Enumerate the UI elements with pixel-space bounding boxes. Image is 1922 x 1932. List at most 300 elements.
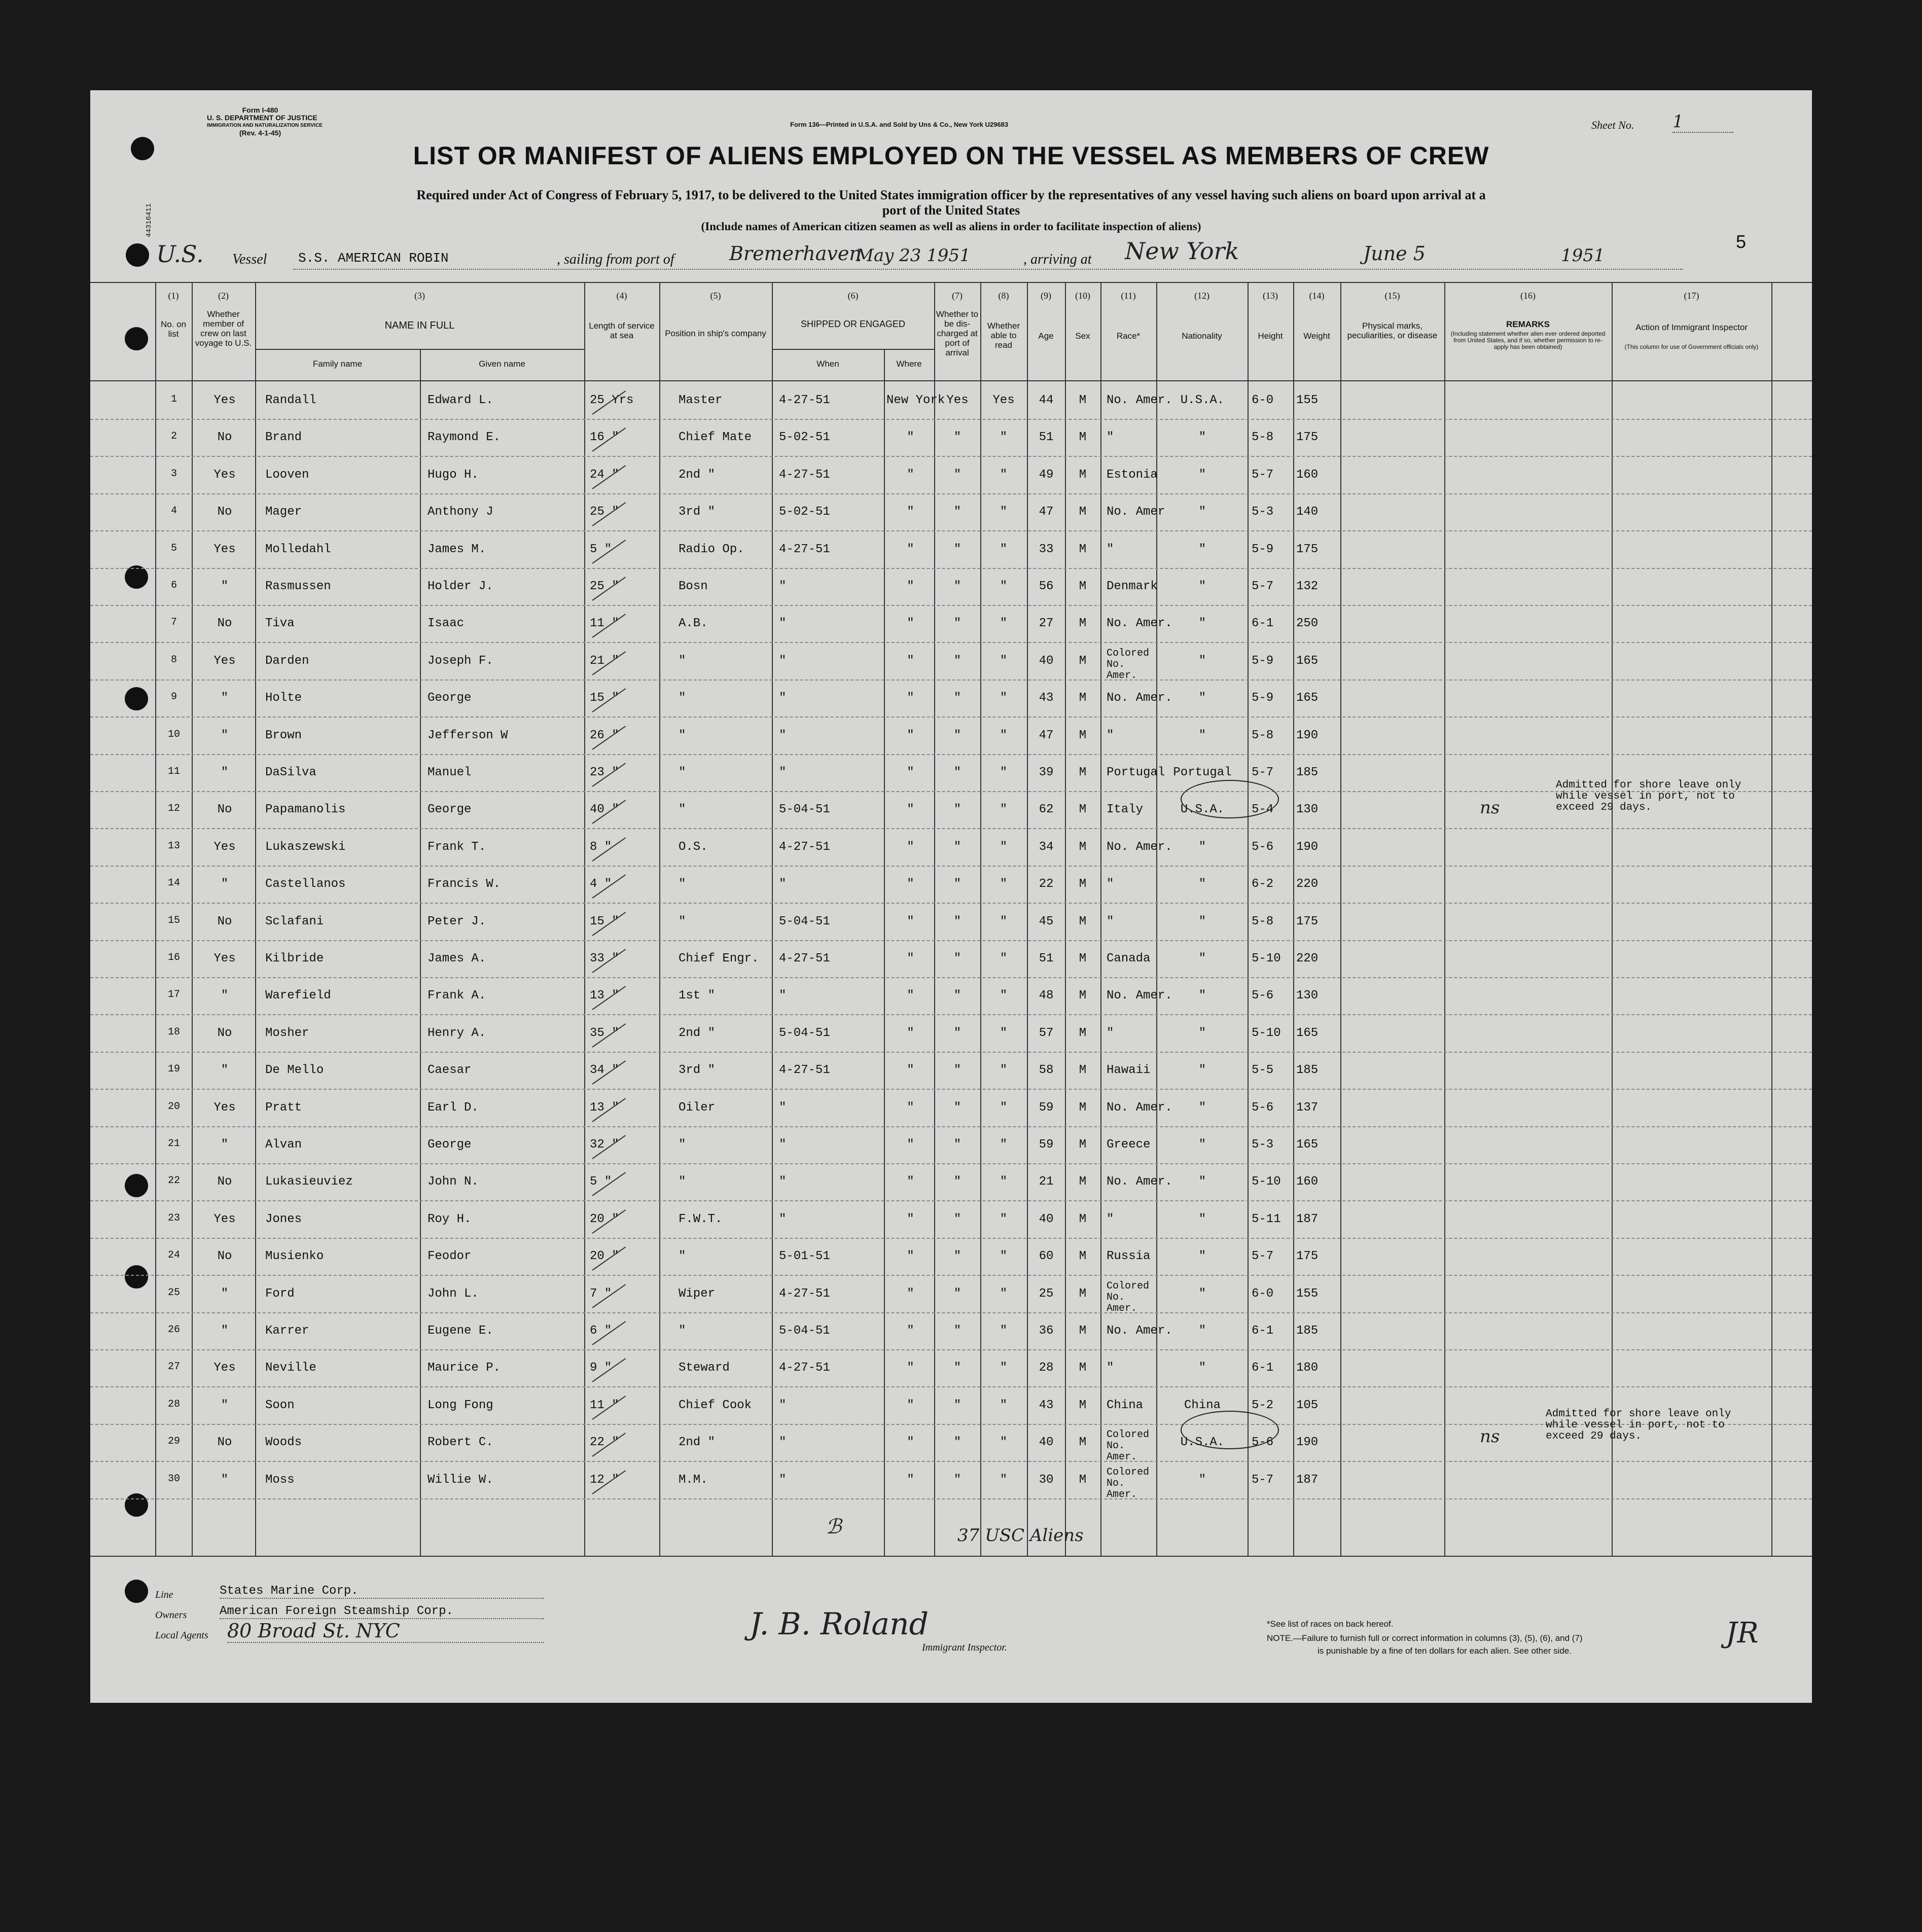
cell-when: 4-27-51 xyxy=(779,1361,830,1375)
cell-position: " xyxy=(679,1324,686,1338)
cell-when: " xyxy=(779,1473,787,1487)
punch-hole xyxy=(125,1580,148,1603)
cell-no: 24 xyxy=(167,1249,180,1262)
cell-age: 47 xyxy=(1039,728,1054,742)
cell-height: 5-10 xyxy=(1252,952,1281,965)
cell-nat: " xyxy=(1198,1286,1206,1301)
header-no-on-list: No. on list xyxy=(160,319,187,339)
col-num: (7) xyxy=(952,291,963,301)
sheet-number: 1 xyxy=(1672,112,1733,133)
cell-height: 6-1 xyxy=(1252,1324,1274,1338)
cell-when: " xyxy=(779,1436,787,1450)
cell-height: 5-8 xyxy=(1252,914,1274,928)
cell-disch: " xyxy=(953,468,962,482)
cell-where: " xyxy=(907,505,914,519)
cell-when: 4-27-51 xyxy=(779,1063,830,1078)
corner-mark: JR xyxy=(1726,1617,1759,1650)
cell-service: 25 " xyxy=(590,505,619,519)
cell-read: " xyxy=(1000,728,1008,742)
cell-weight: 155 xyxy=(1296,1286,1319,1301)
cell-nat: " xyxy=(1198,1026,1206,1040)
cell-family: Neville xyxy=(265,1361,316,1375)
departure-port: Bremerhaven xyxy=(729,242,862,265)
cell-position: Chief Cook xyxy=(679,1398,752,1412)
cell-read: " xyxy=(1000,1175,1008,1189)
row-divider xyxy=(90,940,1812,941)
cell-no: 12 xyxy=(167,803,180,815)
cell-height: 5-2 xyxy=(1252,1398,1274,1412)
cell-last: " xyxy=(221,728,229,742)
cell-weight: 140 xyxy=(1296,505,1319,519)
cell-service: 12 " xyxy=(590,1473,619,1487)
cell-age: 44 xyxy=(1039,393,1054,407)
subtitle-act: Required under Act of Congress of February 5, 1917, to be delivered to the United States immigration officer by the representatives of any vessel having such aliens on board upon arrival at a xyxy=(416,188,1486,202)
vessel-name: S.S. AMERICAN ROBIN xyxy=(298,251,449,266)
cell-height: 5-10 xyxy=(1252,1175,1281,1189)
cell-no: 9 xyxy=(170,691,177,703)
cell-family: Brand xyxy=(265,431,302,445)
col-num: (14) xyxy=(1309,291,1325,301)
cell-race: " xyxy=(1107,542,1114,556)
cell-given: Hugo H. xyxy=(428,468,479,482)
cell-weight: 165 xyxy=(1296,1026,1319,1040)
cell-last: No xyxy=(217,431,232,445)
cell-disch: " xyxy=(953,1026,962,1040)
cell-no: 22 xyxy=(167,1175,180,1187)
cell-where: " xyxy=(907,1026,914,1040)
cell-nat: " xyxy=(1198,914,1206,928)
cell-sex: M xyxy=(1079,468,1087,482)
cell-sex: M xyxy=(1079,542,1087,556)
cell-disch: " xyxy=(953,1473,962,1487)
cell-last: Yes xyxy=(213,1100,236,1115)
cell-age: 49 xyxy=(1039,468,1054,482)
cell-service: 26 " xyxy=(590,728,619,742)
cell-service: 5 " xyxy=(590,542,612,556)
cell-when: " xyxy=(779,1212,787,1226)
cell-last: No xyxy=(217,914,232,928)
cell-sex: M xyxy=(1079,1026,1087,1040)
cell-disch: " xyxy=(953,1324,962,1338)
col-num: (16) xyxy=(1520,291,1536,301)
cell-height: 5-6 xyxy=(1252,1100,1274,1115)
row-divider xyxy=(90,419,1812,420)
punch-hole xyxy=(125,327,148,350)
header-position: Position in ship's company xyxy=(665,329,766,338)
header-last-voyage: Whether member of crew on last voyage to U.S. xyxy=(195,309,252,348)
cell-family: Lukaszewski xyxy=(265,840,346,854)
form-revision: (Rev. 4-1-45) xyxy=(239,129,281,137)
row-divider xyxy=(90,642,1812,643)
row-divider xyxy=(90,605,1812,606)
cell-age: 39 xyxy=(1039,766,1054,779)
cell-given: Long Fong xyxy=(428,1398,493,1412)
cell-read: " xyxy=(1000,803,1008,817)
cell-disch: " xyxy=(953,1175,962,1189)
races-note: *See list of races on back hereof. xyxy=(1267,1619,1394,1629)
cell-read: " xyxy=(1000,989,1008,1003)
departure-date: May 23 1951 xyxy=(856,245,971,266)
cell-read: " xyxy=(1000,1100,1008,1115)
cell-weight: 137 xyxy=(1296,1100,1319,1115)
cell-given: Jefferson W xyxy=(428,728,508,742)
cell-where: " xyxy=(907,952,914,965)
cell-family: Ford xyxy=(265,1286,295,1301)
cell-age: 43 xyxy=(1039,691,1054,705)
col-num: (6) xyxy=(847,291,859,301)
header-inspector-action: Action of Immigrant Inspector xyxy=(1635,323,1748,332)
cell-given: James M. xyxy=(428,542,486,556)
stamp-number: 44316411 xyxy=(145,203,153,237)
cell-weight: 165 xyxy=(1296,691,1319,705)
cell-where: " xyxy=(907,1473,914,1487)
header-nationality: Nationality xyxy=(1182,331,1222,341)
cell-nat: " xyxy=(1198,617,1206,631)
cell-age: 25 xyxy=(1039,1286,1054,1301)
cell-where: " xyxy=(907,580,914,593)
cell-where: " xyxy=(907,1175,914,1189)
row-divider xyxy=(90,679,1812,681)
col-num: (11) xyxy=(1121,291,1136,301)
cell-service: 40 " xyxy=(590,803,619,817)
cell-read: " xyxy=(1000,1473,1008,1487)
cell-where: " xyxy=(907,542,914,556)
cell-where: " xyxy=(907,989,914,1003)
cell-read: " xyxy=(1000,580,1008,593)
penalty-note-cont: is punishable by a fine of ten dollars for each alien. See other side. xyxy=(1318,1646,1572,1656)
cell-age: 34 xyxy=(1039,840,1054,854)
inspector-signature: J. B. Roland xyxy=(750,1606,929,1642)
cell-service: 15 " xyxy=(590,914,619,928)
cell-sex: M xyxy=(1079,989,1087,1003)
cell-weight: 130 xyxy=(1296,803,1319,817)
cell-family: Karrer xyxy=(265,1324,309,1338)
cell-height: 5-6 xyxy=(1252,989,1274,1003)
cell-given: Henry A. xyxy=(428,1026,486,1040)
cell-weight: 175 xyxy=(1296,1249,1319,1264)
cell-read: " xyxy=(1000,1212,1008,1226)
cell-nat: " xyxy=(1198,1100,1206,1115)
cell-weight: 190 xyxy=(1296,728,1319,742)
cell-race: Colored No. Amer. xyxy=(1107,1280,1150,1314)
department: U. S. DEPARTMENT OF JUSTICE xyxy=(207,114,317,122)
header-family-name: Family name xyxy=(312,359,363,369)
cell-nat: " xyxy=(1198,654,1206,668)
cell-age: 45 xyxy=(1039,914,1054,928)
cell-where: " xyxy=(907,1212,914,1226)
cell-family: Woods xyxy=(265,1436,302,1450)
cell-service: 25 " xyxy=(590,580,619,593)
cell-sex: M xyxy=(1079,877,1087,891)
cell-no: 8 xyxy=(170,654,177,666)
cell-given: James A. xyxy=(428,952,486,965)
cell-nat: Portugal xyxy=(1173,766,1232,779)
cell-last: No xyxy=(217,1249,232,1264)
cell-position: Oiler xyxy=(679,1100,716,1115)
cell-weight: 160 xyxy=(1296,468,1319,482)
row-divider xyxy=(90,977,1812,978)
vessel-label: Vessel xyxy=(232,252,267,267)
cell-height: 5-8 xyxy=(1252,728,1274,742)
cell-height: 5-9 xyxy=(1252,691,1274,705)
col-num: (10) xyxy=(1075,291,1090,301)
cell-no: 14 xyxy=(167,877,180,889)
punch-hole xyxy=(125,687,148,710)
cell-family: Lukasieuviez xyxy=(265,1175,353,1189)
cell-last: Yes xyxy=(213,542,236,556)
cell-disch: " xyxy=(953,1436,962,1450)
arrival-date: June 5 xyxy=(1363,242,1426,265)
cell-given: George xyxy=(428,803,472,817)
cell-disch: " xyxy=(953,1249,962,1264)
cell-family: Mosher xyxy=(265,1026,309,1040)
cell-height: 5-10 xyxy=(1252,1026,1281,1040)
cell-given: John L. xyxy=(428,1286,479,1301)
row-divider xyxy=(90,1349,1812,1350)
header-remarks-note: (Including statement whether alien ever ordered deported from United States, and if so, whether permission to re-apply has been obtained) xyxy=(1450,330,1606,350)
cell-height: 6-0 xyxy=(1252,393,1274,407)
cell-family: De Mello xyxy=(265,1063,324,1078)
cell-position: " xyxy=(679,803,686,817)
cell-height: 5-7 xyxy=(1252,766,1274,779)
cell-service: 25 Yrs xyxy=(590,393,634,407)
cell-height: 6-1 xyxy=(1252,1361,1274,1375)
cell-read: " xyxy=(1000,1324,1008,1338)
cell-given: George xyxy=(428,1138,472,1152)
cell-where: " xyxy=(907,1324,914,1338)
cell-race: Canada xyxy=(1107,952,1151,965)
cell-last: Yes xyxy=(213,654,236,668)
cell-given: Anthony J xyxy=(428,505,493,519)
cell-family: Moss xyxy=(265,1473,295,1487)
cell-age: 48 xyxy=(1039,989,1054,1003)
cell-read: " xyxy=(1000,617,1008,631)
cell-given: Manuel xyxy=(428,766,472,779)
cell-read: " xyxy=(1000,1361,1008,1375)
arrival-port: New York xyxy=(1125,237,1239,265)
cell-sex: M xyxy=(1079,580,1087,593)
cell-when: 5-04-51 xyxy=(779,1324,830,1338)
cell-read: " xyxy=(1000,505,1008,519)
cell-given: Eugene E. xyxy=(428,1324,493,1338)
cell-height: 5-8 xyxy=(1252,431,1274,445)
cell-when: 5-01-51 xyxy=(779,1249,830,1264)
cell-sex: M xyxy=(1079,617,1087,631)
cell-given: Peter J. xyxy=(428,914,486,928)
cell-sex: M xyxy=(1079,505,1087,519)
cell-where: " xyxy=(907,1100,914,1115)
cell-sex: M xyxy=(1079,766,1087,779)
cell-race: Hawaii xyxy=(1107,1063,1151,1078)
cell-position: " xyxy=(679,654,686,668)
cell-read: " xyxy=(1000,1026,1008,1040)
header-height: Height xyxy=(1258,331,1283,341)
cell-race: No. Amer. xyxy=(1107,1324,1172,1338)
cell-when: " xyxy=(779,1138,787,1152)
cell-service: 11 " xyxy=(590,617,619,631)
cell-height: 6-1 xyxy=(1252,617,1274,631)
cell-given: Maurice P. xyxy=(428,1361,501,1375)
cell-age: 59 xyxy=(1039,1100,1054,1115)
cell-service: 9 " xyxy=(590,1361,612,1375)
cell-sex: M xyxy=(1079,691,1087,705)
cell-weight: 220 xyxy=(1296,952,1319,965)
col-num: (15) xyxy=(1384,291,1400,301)
cell-sex: M xyxy=(1079,1249,1087,1264)
cell-service: 33 " xyxy=(590,952,619,965)
cell-no: 3 xyxy=(170,468,177,480)
cell-height: 5-6 xyxy=(1252,840,1274,854)
row-divider xyxy=(90,456,1812,457)
cell-last: No xyxy=(217,617,232,631)
cell-where: " xyxy=(907,1249,914,1264)
col-num: (4) xyxy=(616,291,627,301)
cell-weight: 220 xyxy=(1296,877,1319,891)
cell-last: " xyxy=(221,1324,229,1338)
cell-sex: M xyxy=(1079,1063,1087,1078)
cell-given: George xyxy=(428,691,472,705)
cell-weight: 185 xyxy=(1296,1063,1319,1078)
row-divider xyxy=(90,1163,1812,1164)
cell-given: Holder J. xyxy=(428,580,493,593)
cell-position: " xyxy=(679,1138,686,1152)
row-divider xyxy=(90,791,1812,792)
cell-when: " xyxy=(779,1175,787,1189)
cell-last: " xyxy=(221,877,229,891)
cell-age: 43 xyxy=(1039,1398,1054,1412)
penalty-note: NOTE.—Failure to furnish full or correct information in columns (3), (5), (6), and (7) xyxy=(1267,1633,1583,1643)
cell-weight: 155 xyxy=(1296,393,1319,407)
cell-race: No. Amer. xyxy=(1107,840,1172,854)
cell-last: " xyxy=(221,1138,229,1152)
cell-last: " xyxy=(221,766,229,779)
cell-where: " xyxy=(907,654,914,668)
agents-label: Local Agents xyxy=(155,1630,208,1641)
row-divider xyxy=(90,1126,1812,1127)
cell-when: 5-04-51 xyxy=(779,914,830,928)
cell-weight: 165 xyxy=(1296,1138,1319,1152)
cell-position: " xyxy=(679,1175,686,1189)
cell-read: " xyxy=(1000,1436,1008,1450)
cell-age: 60 xyxy=(1039,1249,1054,1264)
cell-weight: 130 xyxy=(1296,989,1319,1003)
header-physical-marks: Physical marks, peculiarities, or disease xyxy=(1347,321,1438,340)
cell-family: Tiva xyxy=(265,617,295,631)
cell-position: Chief Engr. xyxy=(679,952,759,965)
cell-nat: China xyxy=(1184,1398,1221,1412)
cell-sex: M xyxy=(1079,393,1087,407)
cell-sex: M xyxy=(1079,728,1087,742)
cell-disch: " xyxy=(953,803,962,817)
cell-race: " xyxy=(1107,431,1114,445)
cell-position: Steward xyxy=(679,1361,730,1375)
row-divider xyxy=(90,1200,1812,1201)
cell-height: 5-7 xyxy=(1252,1249,1274,1264)
cell-disch: " xyxy=(953,542,962,556)
cell-weight: 105 xyxy=(1296,1398,1319,1412)
row-divider xyxy=(90,568,1812,569)
cell-when: " xyxy=(779,654,787,668)
cell-family: Musienko xyxy=(265,1249,324,1264)
cell-family: Sclafani xyxy=(265,914,324,928)
cell-last: " xyxy=(221,1286,229,1301)
punch-hole xyxy=(126,243,149,267)
cell-position: " xyxy=(679,1249,686,1264)
col-num: (2) xyxy=(218,291,229,301)
cell-read: " xyxy=(1000,691,1008,705)
cell-age: 27 xyxy=(1039,617,1054,631)
cell-when: " xyxy=(779,580,787,593)
cell-family: Papamanolis xyxy=(265,803,346,817)
header-race: Race* xyxy=(1116,331,1141,341)
arrival-year: 1951 xyxy=(1561,245,1605,266)
cell-position: M.M. xyxy=(679,1473,708,1487)
cell-nat: " xyxy=(1198,431,1206,445)
cell-position: Radio Op. xyxy=(679,542,744,556)
remark-shore-leave: Admitted for shore leave only while vessel in port, not to exceed 29 days. xyxy=(1546,1408,1731,1442)
cell-weight: 180 xyxy=(1296,1361,1319,1375)
cell-last: " xyxy=(221,691,229,705)
cell-weight: 185 xyxy=(1296,1324,1319,1338)
cell-height: 5-3 xyxy=(1252,1138,1274,1152)
cell-no: 29 xyxy=(167,1436,180,1448)
cell-weight: 132 xyxy=(1296,580,1319,593)
cell-family: DaSilva xyxy=(265,766,316,779)
cell-age: 40 xyxy=(1039,1436,1054,1450)
cell-weight: 175 xyxy=(1296,431,1319,445)
cell-service: 32 " xyxy=(590,1138,619,1152)
cell-disch: " xyxy=(953,877,962,891)
cell-when: " xyxy=(779,691,787,705)
row-divider xyxy=(90,1386,1812,1387)
col-num: (1) xyxy=(168,291,179,301)
cell-given: Roy H. xyxy=(428,1212,472,1226)
cell-race: No. Amer. xyxy=(1107,1175,1172,1189)
cell-given: Willie W. xyxy=(428,1473,493,1487)
cell-position: 3rd " xyxy=(679,1063,716,1078)
cell-no: 28 xyxy=(167,1398,180,1410)
cell-age: 62 xyxy=(1039,803,1054,817)
cell-disch: " xyxy=(953,431,962,445)
cell-weight: 187 xyxy=(1296,1473,1319,1487)
cell-where: " xyxy=(907,803,914,817)
cell-position: Master xyxy=(679,393,723,407)
cell-no: 17 xyxy=(167,989,180,1001)
cell-disch: " xyxy=(953,728,962,742)
row-divider xyxy=(90,1312,1812,1313)
punch-hole xyxy=(125,1174,148,1197)
col-num: (3) xyxy=(414,291,425,301)
cell-nat: " xyxy=(1198,1473,1206,1487)
punch-hole xyxy=(125,1265,148,1289)
cell-position: " xyxy=(679,914,686,928)
cell-when: 5-04-51 xyxy=(779,1026,830,1040)
cell-nat: " xyxy=(1198,468,1206,482)
cell-read: " xyxy=(1000,542,1008,556)
cell-position: 2nd " xyxy=(679,1026,716,1040)
cell-read: " xyxy=(1000,1138,1008,1152)
cell-age: 33 xyxy=(1039,542,1054,556)
cell-race: Denmark xyxy=(1107,580,1158,593)
col-num: (5) xyxy=(710,291,721,301)
cell-where: " xyxy=(907,1436,914,1450)
row-divider xyxy=(90,530,1812,531)
cell-given: Joseph F. xyxy=(428,654,493,668)
col-num: (8) xyxy=(998,291,1009,301)
cell-position: " xyxy=(679,877,686,891)
cell-sex: M xyxy=(1079,1175,1087,1189)
cell-no: 10 xyxy=(167,728,180,740)
